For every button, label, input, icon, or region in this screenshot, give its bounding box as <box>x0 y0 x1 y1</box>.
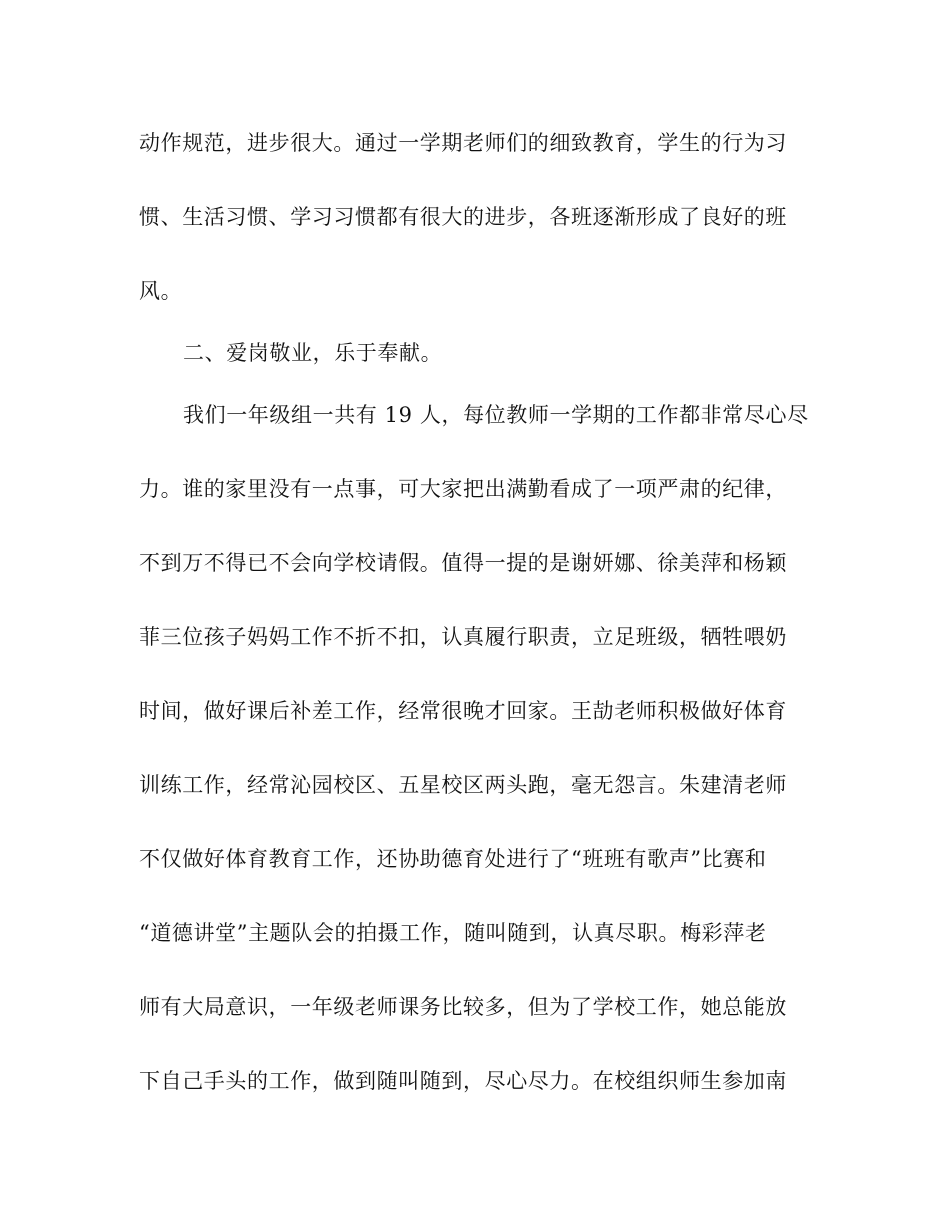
paragraph-line-8: 菲三位孩子妈妈工作不折不扣，认真履行职责，立足班级，牺牲喂奶 <box>139 625 787 649</box>
paragraph-line-6: 力。谁的家里没有一点事，可大家把出满勤看成了一项严肃的纪律， <box>139 477 787 501</box>
paragraph-line-9: 时间，做好课后补差工作，经常很晚才回家。王劼老师积极做好体育 <box>139 699 787 723</box>
paragraph-line-3: 风。 <box>139 279 183 303</box>
paragraph-line-7: 不到万不得已不会向学校请假。值得一提的是谢妍娜、徐美萍和杨颖 <box>139 551 787 575</box>
paragraph-line-1: 动作规范，进步很大。通过一学期老师们的细致教育，学生的行为习 <box>139 131 787 155</box>
paragraph-line-11: 不仅做好体育教育工作，还协助德育处进行了“班班有歌声”比赛和 <box>139 847 767 871</box>
paragraph-line-14: 下自己手头的工作，做到随叫随到，尽心尽力。在校组织师生参加南 <box>139 1069 787 1093</box>
paragraph-line-12: “道德讲堂”主题队会的拍摄工作，随叫随到，认真尽职。梅彩萍老 <box>139 921 767 945</box>
paragraph-line-2: 惯、生活习惯、学习习惯都有很大的进步，各班逐渐形成了良好的班 <box>139 205 787 229</box>
paragraph-line-5: 我们一年级组一共有 19 人，每位教师一学期的工作都非常尽心尽 <box>183 403 809 427</box>
paragraph-line-10: 训练工作，经常沁园校区、五星校区两头跑，毫无怨言。朱建清老师 <box>139 773 787 797</box>
paragraph-line-13: 师有大局意识，一年级老师课务比较多，但为了学校工作，她总能放 <box>139 995 787 1019</box>
section-heading: 二、爱岗敬业，乐于奉献。 <box>183 341 443 365</box>
